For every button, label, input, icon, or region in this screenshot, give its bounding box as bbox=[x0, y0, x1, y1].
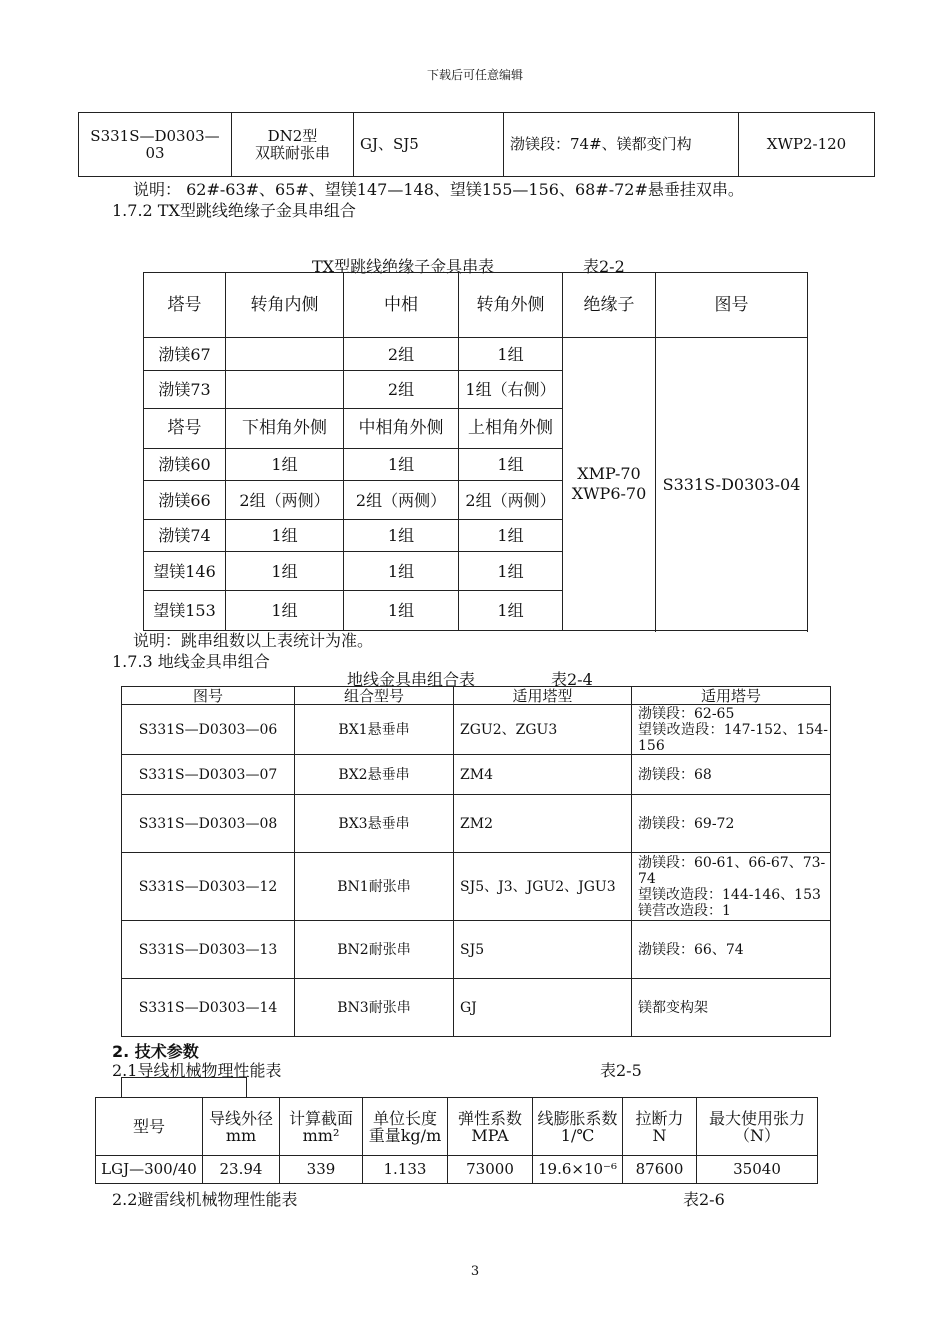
drawing-cell: S331S-D0303-04 bbox=[656, 338, 808, 631]
table-cell: ZM2 bbox=[454, 795, 632, 853]
table-cell: 1组 bbox=[459, 552, 563, 591]
table-cell: S331S—D0303—03 bbox=[79, 113, 232, 177]
table-cell: 87600 bbox=[623, 1156, 697, 1184]
table-2-5 bbox=[95, 1097, 818, 1184]
table-cell: S331S—D0303—08 bbox=[122, 795, 295, 853]
page-number: 3 bbox=[470, 1264, 480, 1279]
column-header: 拉断力 N bbox=[623, 1098, 697, 1156]
table-cell: 1组（右侧） bbox=[459, 371, 563, 409]
table-cell: 35040 bbox=[697, 1156, 818, 1184]
column-header: 线膨胀系数 1/℃ bbox=[533, 1098, 623, 1156]
table-cell: BN1耐张串 bbox=[295, 853, 454, 921]
table-cell: 望镁146 bbox=[144, 552, 226, 591]
table-cell: 渤镁段：60-61、66-67、73-74 望镁改造段：144-146、153 镁营改造段：1 bbox=[632, 853, 831, 921]
note-1: 说明： 62#-63#、65#、望镁147—148、望镁155—156、68#-72#悬垂挂双串。 bbox=[133, 180, 744, 199]
table-row bbox=[122, 755, 831, 795]
table-cell: BN3耐张串 bbox=[295, 979, 454, 1037]
section-heading: 1.7.2 TX型跳线绝缘子金具串组合 bbox=[112, 201, 356, 220]
table-number: 表2-4 bbox=[551, 670, 593, 689]
table-row bbox=[122, 979, 831, 1037]
column-header: 导线外径 mm bbox=[203, 1098, 280, 1156]
table-cell: 1组 bbox=[344, 520, 459, 552]
table-cell: 渤镁66 bbox=[144, 481, 226, 520]
column-header: 适用塔型 bbox=[454, 687, 632, 705]
table-number: 表2-5 bbox=[600, 1061, 642, 1080]
insulator-cell: XMP-70 XWP6-70 bbox=[563, 338, 656, 631]
table-cell: BX1悬垂串 bbox=[295, 705, 454, 755]
table-number: 表2-6 bbox=[683, 1190, 725, 1209]
table-cell: S331S—D0303—06 bbox=[122, 705, 295, 755]
table-cell: 渤镁段：74#、镁都变门构 bbox=[504, 113, 739, 177]
table-cell: S331S—D0303—13 bbox=[122, 921, 295, 979]
table-cell: 1组 bbox=[344, 449, 459, 481]
table-cell: ZM4 bbox=[454, 755, 632, 795]
table-cell: 1组 bbox=[459, 449, 563, 481]
table-2-4 bbox=[121, 686, 831, 1037]
table-row bbox=[122, 795, 831, 853]
table-row bbox=[79, 113, 875, 177]
table-cell: 渤镁73 bbox=[144, 371, 226, 409]
table-cell: SJ5 bbox=[454, 921, 632, 979]
table-cell: 1组 bbox=[344, 552, 459, 591]
column-header: 中相 bbox=[344, 273, 459, 338]
column-header: 单位长度 重量kg/m bbox=[363, 1098, 448, 1156]
table-cell: 19.6×10⁻⁶ bbox=[533, 1156, 623, 1184]
table-cell: 渤镁74 bbox=[144, 520, 226, 552]
column-header: 适用塔号 bbox=[632, 687, 831, 705]
table-cell: BN2耐张串 bbox=[295, 921, 454, 979]
table-cell: 2组 bbox=[344, 371, 459, 409]
table-caption: TX型跳线绝缘子金具串表 bbox=[312, 257, 495, 276]
page-header: 下载后可任意编辑 bbox=[426, 68, 523, 82]
column-header: 转角内侧 bbox=[226, 273, 344, 338]
column-subheader: 中相角外侧 bbox=[344, 409, 459, 449]
table-header-row bbox=[144, 273, 808, 338]
table-caption: 地线金具串组合表 bbox=[347, 670, 476, 689]
table-cell: S331S—D0303—12 bbox=[122, 853, 295, 921]
column-header: 组合型号 bbox=[295, 687, 454, 705]
table-cell: S331S—D0303—07 bbox=[122, 755, 295, 795]
table-cell: BX2悬垂串 bbox=[295, 755, 454, 795]
section-heading: 1.7.3 地线金具串组合 bbox=[112, 652, 270, 671]
note-2: 说明：跳串组数以上表统计为准。 bbox=[133, 631, 374, 650]
top-table bbox=[78, 112, 875, 177]
table-cell: BX3悬垂串 bbox=[295, 795, 454, 853]
table-cell: 1组 bbox=[459, 338, 563, 371]
column-subheader: 下相角外侧 bbox=[226, 409, 344, 449]
section-heading: 2. 技术参数 bbox=[112, 1042, 199, 1061]
table-cell: 渤镁段：62-65 望镁改造段：147-152、154-156 bbox=[632, 705, 831, 755]
table-cell: 1组 bbox=[226, 449, 344, 481]
table-row bbox=[122, 921, 831, 979]
column-header: 最大使用张力 （N） bbox=[697, 1098, 818, 1156]
table-cell: 1组 bbox=[459, 591, 563, 631]
column-subheader: 塔号 bbox=[144, 409, 226, 449]
table-cell: 渤镁60 bbox=[144, 449, 226, 481]
table-cell: 1.133 bbox=[363, 1156, 448, 1184]
table-header-row bbox=[122, 687, 831, 705]
table-row bbox=[122, 853, 831, 921]
table-cell: 渤镁段：68 bbox=[632, 755, 831, 795]
table-cell: 2组（两侧） bbox=[459, 481, 563, 520]
table-cell: 1组 bbox=[344, 591, 459, 631]
table-cell bbox=[226, 338, 344, 371]
table-cell: GJ bbox=[454, 979, 632, 1037]
column-header: 弹性系数 MPA bbox=[448, 1098, 533, 1156]
table-cell: 镁都变构架 bbox=[632, 979, 831, 1037]
table-2-2 bbox=[143, 272, 808, 631]
table-row bbox=[144, 338, 808, 371]
table-cell: 1组 bbox=[226, 520, 344, 552]
column-header: 塔号 bbox=[144, 273, 226, 338]
table-cell: 339 bbox=[280, 1156, 363, 1184]
table-cell: DN2型 双联耐张串 bbox=[232, 113, 354, 177]
table-header-tab bbox=[121, 1077, 247, 1098]
table-cell: S331S—D0303—14 bbox=[122, 979, 295, 1037]
table-cell: 1组 bbox=[226, 552, 344, 591]
table-header-row bbox=[96, 1098, 818, 1156]
section-heading: 2.1导线机械物理性能表 bbox=[112, 1061, 282, 1080]
column-header: 绝缘子 bbox=[563, 273, 656, 338]
table-cell: 1组 bbox=[226, 591, 344, 631]
table-cell: 73000 bbox=[448, 1156, 533, 1184]
column-header: 型号 bbox=[96, 1098, 203, 1156]
table-cell: 望镁153 bbox=[144, 591, 226, 631]
column-header: 转角外侧 bbox=[459, 273, 563, 338]
table-cell: GJ、SJ5 bbox=[354, 113, 504, 177]
table-cell: LGJ—300/40 bbox=[96, 1156, 203, 1184]
table-cell: XWP2-120 bbox=[739, 113, 875, 177]
section-heading: 2.2避雷线机械物理性能表 bbox=[112, 1190, 298, 1209]
column-header: 图号 bbox=[656, 273, 808, 338]
table-cell: ZGU2、ZGU3 bbox=[454, 705, 632, 755]
column-subheader: 上相角外侧 bbox=[459, 409, 563, 449]
column-header bbox=[280, 1098, 363, 1156]
table-row bbox=[96, 1156, 818, 1184]
table-cell: 渤镁67 bbox=[144, 338, 226, 371]
table-cell: 渤镁段：66、74 bbox=[632, 921, 831, 979]
table-cell: 2组（两侧） bbox=[226, 481, 344, 520]
table-cell: 1组 bbox=[459, 520, 563, 552]
column-header: 图号 bbox=[122, 687, 295, 705]
table-cell: 渤镁段：69-72 bbox=[632, 795, 831, 853]
table-cell: 2组 bbox=[344, 338, 459, 371]
table-cell: 23.94 bbox=[203, 1156, 280, 1184]
table-cell: 2组（两侧） bbox=[344, 481, 459, 520]
table-cell bbox=[226, 371, 344, 409]
table-cell: SJ5、J3、JGU2、JGU3 bbox=[454, 853, 632, 921]
header-text: 计算截面 mm² bbox=[288, 1108, 353, 1145]
table-row bbox=[122, 705, 831, 755]
table-number: 表2-2 bbox=[583, 257, 625, 276]
